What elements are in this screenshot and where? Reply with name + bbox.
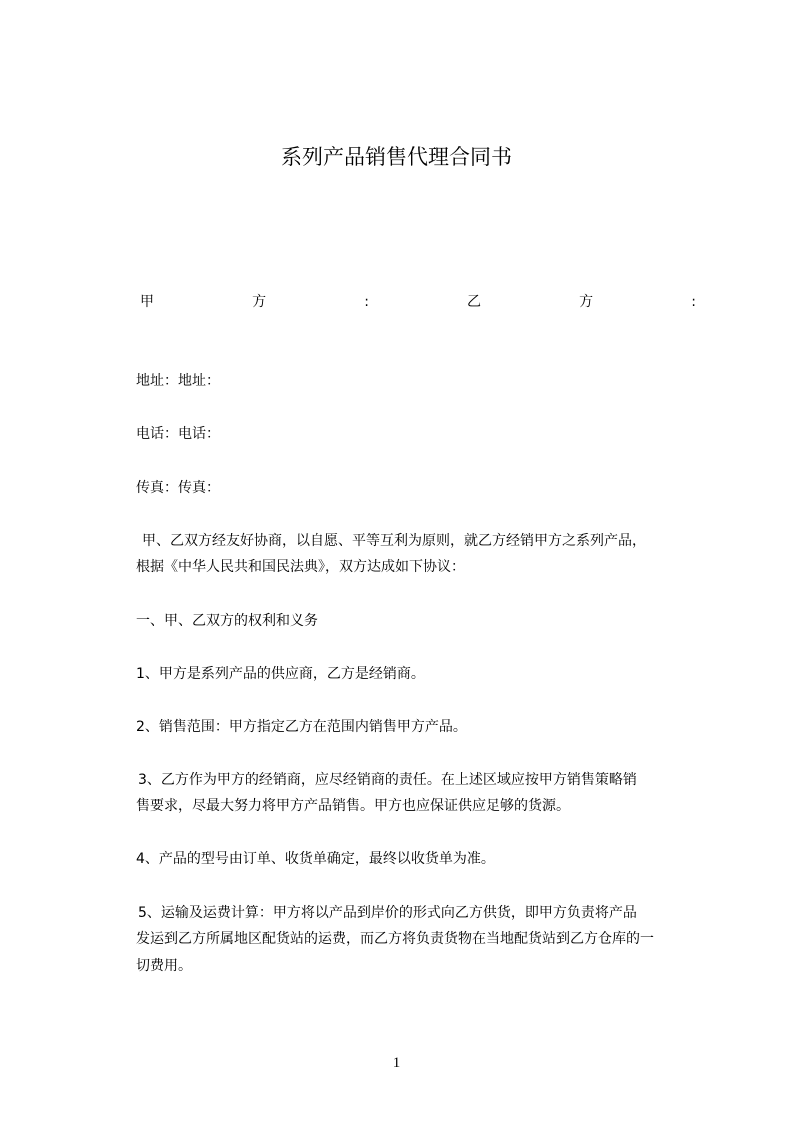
party-line	[140, 293, 696, 311]
clause-5-line-1: 5、运输及运费计算：甲方将以产品到岸价的形式向乙方供货，即甲方负责将产品	[138, 905, 637, 921]
clause-5-line-2: 发运到乙方所属地区配货站的运费，而乙方将负责货物在当地配货站到乙方仓库的一	[136, 931, 654, 947]
party-b-char2: 方	[579, 294, 594, 310]
page-number: 1	[392, 1055, 401, 1071]
intro-line-1: 甲、乙双方经友好协商，以自愿、平等互利为原则，就乙方经销甲方之系列产品，	[142, 533, 646, 549]
party-a-char2: 方	[252, 294, 267, 310]
clause-4: 4、产品的型号由订单、收货单确定，最终以收货单为准。	[136, 851, 495, 867]
clause-3-line-1: 3、乙方作为甲方的经销商，应尽经销商的责任。在上述区域应按甲方销售策略销	[138, 772, 637, 788]
section-heading: 一、甲、乙双方的权利和义务	[136, 613, 318, 629]
clause-2: 2、销售范围：甲方指定乙方在范围内销售甲方产品。	[136, 719, 467, 735]
party-b-char1: 乙	[467, 294, 482, 310]
party-b-colon: :	[691, 294, 696, 310]
party-a-colon: :	[364, 294, 369, 310]
intro-line-2: 根据《中华人民共和国民法典》，双方达成如下协议：	[136, 559, 465, 575]
phone-line: 电话：电话：	[136, 426, 220, 442]
clause-3-line-2: 售要求，尽最大努力将甲方产品销售。甲方也应保证供应足够的货源。	[136, 798, 570, 814]
fax-line: 传真：传真：	[136, 480, 220, 496]
clause-5-line-3: 切费用。	[136, 958, 192, 974]
clause-1: 1、甲方是系列产品的供应商，乙方是经销商。	[136, 666, 425, 682]
party-a-char1: 甲	[140, 294, 154, 310]
address-line: 地址：地址：	[136, 373, 220, 389]
document-title: 系列产品销售代理合同书	[281, 145, 512, 169]
